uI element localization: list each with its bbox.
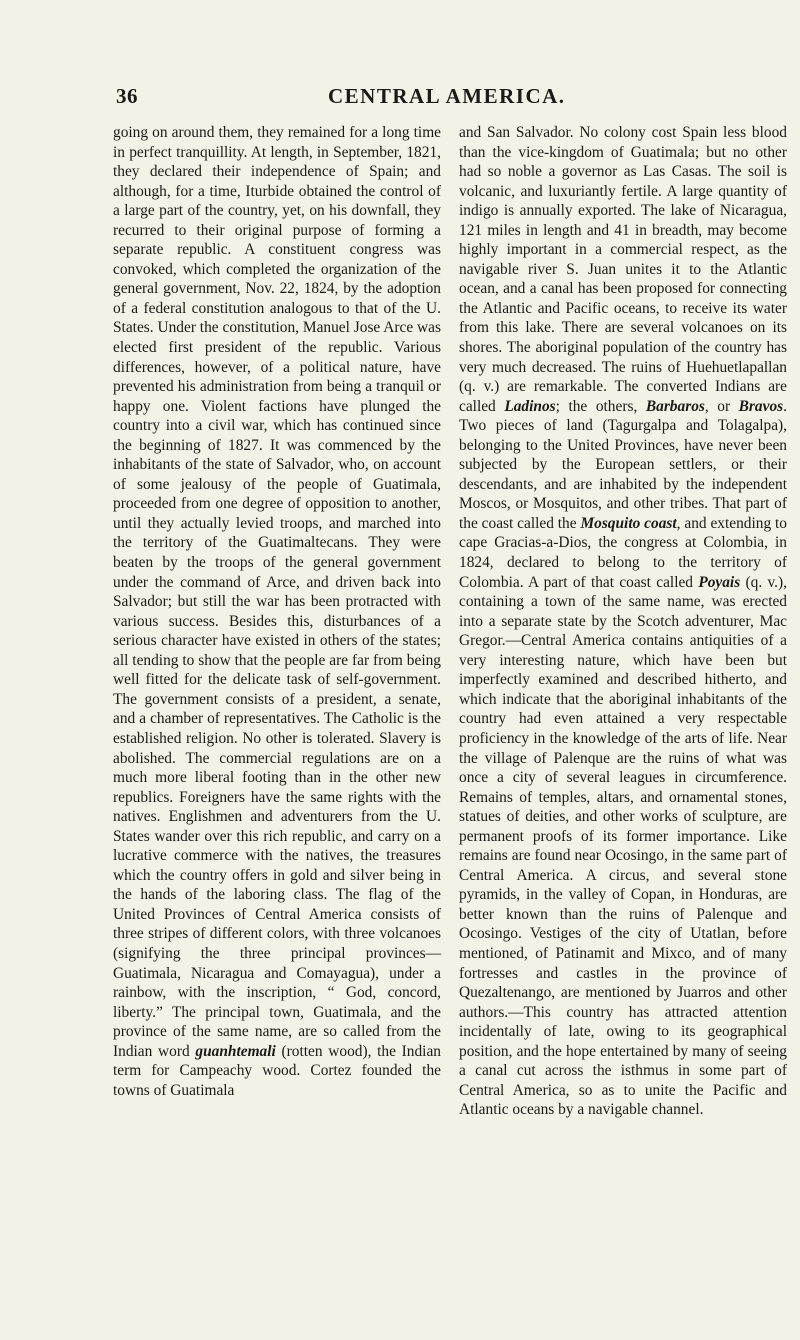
right-text-2: ; the others,	[555, 397, 646, 415]
right-column	[459, 123, 787, 1120]
page-header	[116, 84, 680, 114]
right-text-1: and San Salvador. No colony cost Spain less blood than the vice-kingdom of Guatimala; but no other had so noble a governor as Las Casas. The soil is volcanic, and luxuriantly fertile. A large quantity of indigo is annually exported. The lake of Nicaragua, 121 miles in length and 41 in breadth, may become highly important in a commercial respect, as the navigable river S. Juan unites it to the Atlantic ocean, and a canal has been proposed for connecting the Atlantic and Pacific oceans, to receive its water from this lake. There are several volcanoes on its shores. The aboriginal population of the country has very much decreased. The ruins of Huehuetlapallan (q. v.) are remarkable. The converted Indians are called	[459, 124, 787, 415]
left-paragraph	[113, 123, 441, 1100]
left-text-end: (rotten wood), the Indian term for Campeachy wood. Cortez founded the towns of Guatimala	[113, 1042, 441, 1099]
italic-term: Poyais	[698, 573, 741, 591]
right-text-5: , and extending to cape Gracias-a-Dios, the congress at Colombia, in 1824, declared to belong to the territory of Colombia. A part of that coast called	[459, 514, 787, 591]
italic-term: Bravos	[738, 397, 784, 415]
italic-term: Ladinos	[504, 397, 556, 415]
right-text-6: (q. v.), containing a town of the same name, was erected into a separate state by the Scotch adventurer, Mac Gregor.—Central America contains antiquities of a very interesting nature, which have been but imperfectly examined and described hitherto, and which indicate that the aboriginal inhabitants of the country had even attained a very respectable proficiency in the knowledge of the arts of life. Near the village of Palenque are the ruins of what was once a city of several leagues in circumference. Remains of temples, altars, and ornamental stones, statues of deities, and other works of sculpture, are permanent proofs of its former importance. Like remains are found near Ocosingo, in the same part of Central America. A circus, and several stone pyramids, in the valley of Copan, in Honduras, are better known than the ruins of Palenque and Ocosingo. Vestiges of the city of Utatlan, before mentioned, of Patinamit and Mixco, and of many fortresses and castles in the province of Quezaltenango, are mentioned by Juarros and other authors.—This country has attracted attention incidentally of late, owing to its geographical position, and the hope entertained by many of seeing a canal cut across the isthmus in some part of Central America, so as to unite the Pacific and Atlantic oceans by a navigable channel.	[459, 573, 787, 1119]
running-head: CENTRAL AMERICA.	[328, 84, 566, 108]
italic-term: guanhtemali	[195, 1042, 276, 1060]
left-text: going on around them, they remained for a long time in perfect tranquillity. At length, in September, 1821, they declared their independence of Spain; and although, for a time, Iturbide obtained the control of a large part of the country, yet, on his downfall, they recurred to their original purpose of forming a separate republic. A constituent congress was convoked, which completed the organization of the general government, Nov. 22, 1824, by the adoption of a federal constitution analogous to that of the U. States. Under the constitution, Manuel Jose Arce was elected first president of the republic. Various differences, however, of a political nature, have prevented his administration from being a tranquil or happy one. Violent factions have plunged the country into a civil war, which has continued since the beginning of 1827. It was commenced by the inhabitants of the state of Salvador, who, on account of some jealousy of the people of Guatimala, proceeded from one degree of opposition to another, until they actually levied troops, and marched into the territory of the Guatimaltecans. They were beaten by the troops of the general government under the command of Arce, and driven back into Salvador; but still the war has been protracted with various success. Besides this, disturbances of a serious character have existed in others of the states; all tending to show that the people are far from being well fitted for the delicate task of self-government. The government consists of a president, a senate, and a chamber of representatives. The Catholic is the established religion. No other is tolerated. Slavery is abolished. The commercial regulations are on a much more liberal footing than in the other new republics. Foreigners have the same rights with the natives. Englishmen and adventurers from the U. States wander over this rich republic, and carry on a lucrative commerce with the natives, the treasures which the country offers in gold and silver being in the hands of the laboring class. The flag of the United Provinces of Central America consists of three stripes of different colors, with three volcanoes (signifying the three principal provinces—Guatimala, Nicaragua and Comayagua), under a rainbow, with the inscription, “ God, concord, liberty.” The principal town, Guatimala, and the province of the same name, are so called from the Indian word	[113, 124, 441, 1060]
right-text-3: , or	[704, 397, 739, 415]
italic-term: Barbaros	[645, 397, 705, 415]
right-text-4: . Two pieces of land (Tagurgalpa and Tolagalpa), belonging to the United Provinces, have never been subjected by the European settlers, or their descendants, and are inhabited by the independent Moscos, or Mosquitos, and other tribes. That part of the coast called the	[459, 397, 787, 532]
italic-term: Mosquito coast	[580, 514, 677, 532]
right-paragraph	[459, 123, 787, 1120]
page-number: 36	[116, 84, 138, 108]
left-column	[113, 123, 441, 1100]
